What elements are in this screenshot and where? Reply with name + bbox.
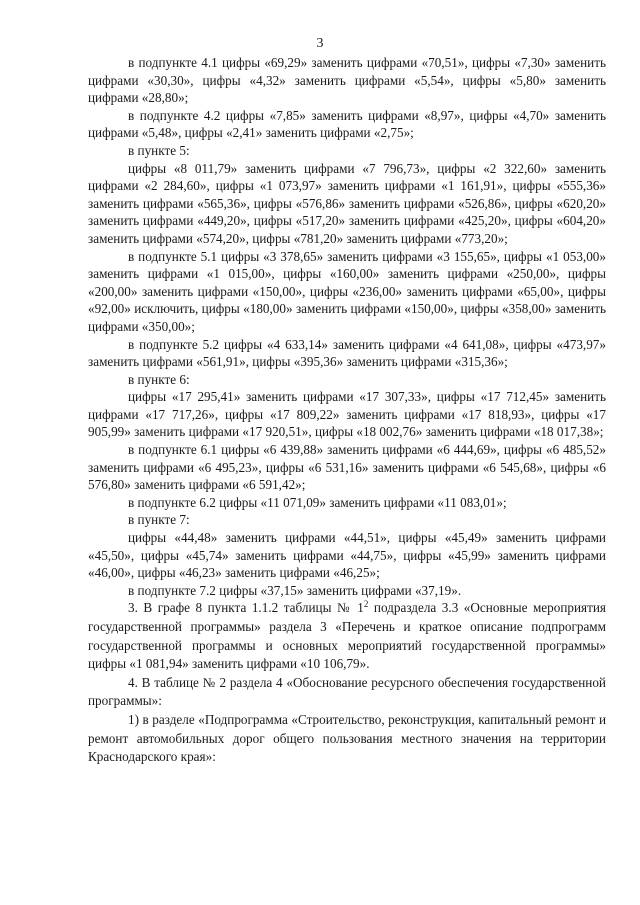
paragraph-subitem-7-2: в подпункте 7.2 цифры «37,15» заменить цифрами «37,19». — [128, 582, 462, 598]
page-number: 3 — [316, 36, 324, 51]
paragraph-section-3 — [88, 599, 606, 673]
paragraph-item-6-heading: в пункте 6: — [128, 371, 190, 387]
paragraph-subitem-4-2: в подпункте 4.2 цифры «7,85» заменить цифрами «8,97», цифры «4,70» заменить цифрами «5,48», цифры «2,41» заменить цифрами «2,75»; — [88, 107, 606, 141]
table-number-superscript: 2 — [363, 599, 369, 610]
paragraph-item-6: цифры «17 295,41» заменить цифрами «17 307,33», цифры «17 712,45» заменить цифрами «17 717,26», цифры «17 809,22» заменить цифрами «17 818,93», цифры «17 905,99» заменить цифрами «17 920,51», цифры «18 002,76» заменить цифрами «18 017,38»; — [88, 389, 606, 440]
paragraph-subitem-6-1: в подпункте 6.1 цифры «6 439,88» заменить цифрами «6 444,69», цифры «6 485,52» заменить цифрами «6 495,23», цифры «6 531,16» заменить цифрами «6 545,68», цифры «6 576,80» заменить цифрами «6 591,42»; — [88, 442, 606, 493]
paragraph-item-7-heading: в пункте 7: — [128, 512, 190, 528]
paragraph-subitem-5-1: в подпункте 5.1 цифры «3 378,65» заменить цифрами «3 155,65», цифры «1 053,00» заменить цифрами «1 015,00», цифры «160,00» заменить цифрами «250,00», цифры «200,00» заменить цифрами «150,00», цифры «236,00» заменить цифрами «65,00», цифры «92,00» исключить, цифры «180,00» заменить цифрами «150,00», цифры «358,00» заменить цифрами «350,00»; — [88, 248, 606, 334]
paragraph-section-4: 4. В таблице № 2 раздела 4 «Обоснование ресурсного обеспечения государственной программы»: — [88, 674, 606, 709]
section-3-text-start: 3. В графе 8 пункта 1.1.2 таблицы № 1 — [128, 600, 364, 616]
paragraph-subitem-6-2: в подпункте 6.2 цифры «11 071,09» заменить цифрами «11 083,01»; — [128, 494, 507, 510]
paragraph-item-5: цифры «8 011,79» заменить цифрами «7 796,73», цифры «2 322,60» заменить цифрами «2 284,60», цифры «1 073,97» заменить цифрами «1 161,91», цифры «555,36» заменить цифрами «565,36», цифры «576,86» заменить цифрами «526,86», цифры «620,20» заменить цифрами «449,20», цифры «517,20» заменить цифрами «425,20», цифры «604,20» заменить цифрами «574,20», цифры «781,20» заменить цифрами «773,20»; — [88, 160, 606, 246]
paragraph-subitem-5-2: в подпункте 5.2 цифры «4 633,14» заменить цифрами «4 641,08», цифры «473,97» заменить цифрами «561,91», цифры «395,36» заменить цифрами «315,36»; — [88, 336, 606, 370]
paragraph-item-5-heading: в пункте 5: — [128, 142, 190, 158]
paragraph-item-7: цифры «44,48» заменить цифрами «44,51», цифры «45,49» заменить цифрами «45,50», цифры «45,74» заменить цифрами «44,75», цифры «45,99» заменить цифрами «46,00», цифры «46,23» заменить цифрами «46,25»; — [88, 530, 606, 581]
document-body — [88, 54, 606, 767]
paragraph-section-4-1: 1) в разделе «Подпрограмма «Строительство, реконструкция, капитальный ремонт и ремонт автомобильных дорог общего пользования местного значения на территории Краснодарского края»: — [88, 711, 606, 765]
paragraph-subitem-4-1: в подпункте 4.1 цифры «69,29» заменить цифрами «70,51», цифры «7,30» заменить цифрами «30,30», цифры «4,32» заменить цифрами «5,54», цифры «5,80» заменить цифрами «28,80»; — [88, 55, 606, 106]
section-3-text-end: подраздела 3.3 «Основные мероприятия государственной программы» раздела 3 «Перечень и краткое описание подпрограмм государственной программы и основных мероприятий государственной программы» цифры «1 081,94» заменить цифрами «10 106,79». — [88, 600, 606, 672]
